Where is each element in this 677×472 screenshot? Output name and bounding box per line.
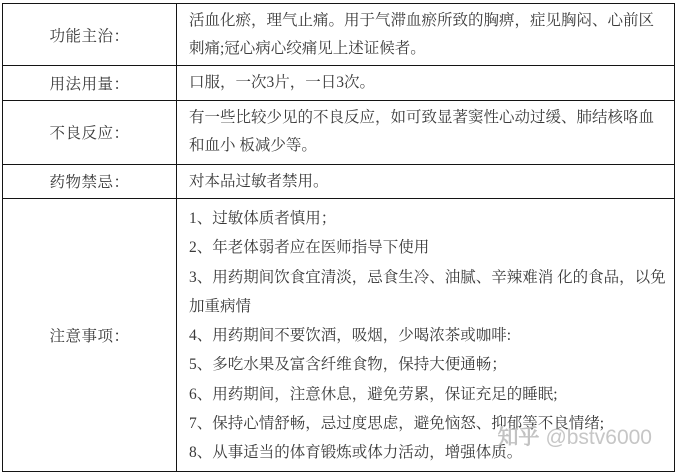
content-line: 活血化瘀，理气止痛。用于气滞血瘀所致的胸痹，症见胸闷、心前区刺痛;冠心病心绞痛见上述证候者。	[189, 12, 655, 57]
table-row	[3, 66, 675, 101]
row-content	[177, 199, 675, 472]
row-label: 药物禁忌：	[3, 164, 177, 199]
content-line: 对本品过敏者禁用。	[189, 172, 329, 190]
table-row	[3, 164, 675, 199]
content-line: 6、用药期间，注意休息，避免劳累，保证充足的睡眠;	[189, 385, 558, 403]
table-row	[3, 199, 675, 472]
drug-info-table	[2, 3, 675, 472]
content-line: 3、用药期间饮食宜清淡，忌食生冷、油腻、辛辣难消 化的食品，以免加重病情	[189, 268, 666, 315]
row-label: 功能主治：	[3, 4, 177, 66]
row-label: 注意事项：	[3, 199, 177, 472]
content-line: 有一些比较少见的不良反应，如可致显著窦性心动过缓、肺结核咯血和血小 板减少等。	[189, 108, 655, 154]
content-line: 1、过敏体质者慎用；	[189, 210, 337, 227]
row-content	[177, 164, 675, 199]
content-line: 口服，一次3片，一日3次。	[189, 74, 376, 91]
table-row	[3, 100, 675, 164]
row-label: 用法用量：	[3, 66, 177, 101]
content-line: 7、保持心情舒畅，忌过度思虑，避免恼怒、抑郁等不良情绪;	[189, 415, 605, 433]
content-line: 2、年老体弱者应在医师指导下使用	[189, 239, 430, 257]
row-content	[177, 4, 675, 66]
drug-info-table-body	[3, 4, 675, 472]
zhihu-logo-text: 知乎	[497, 426, 540, 449]
row-label: 不良反应：	[3, 100, 177, 164]
content-line: 4、用药期间不要饮酒，吸烟，少喝浓茶或咖啡:	[189, 327, 512, 345]
row-content	[177, 100, 675, 164]
table-row	[3, 4, 675, 66]
row-content	[177, 66, 675, 101]
watermark-handle: @bstv6000	[545, 426, 652, 449]
content-line: 8、从事适当的体育锻炼或体力活动，增强体质。	[189, 444, 523, 462]
content-line: 5、多吃水果及富含纤维食物，保持大便通畅；	[189, 356, 507, 374]
